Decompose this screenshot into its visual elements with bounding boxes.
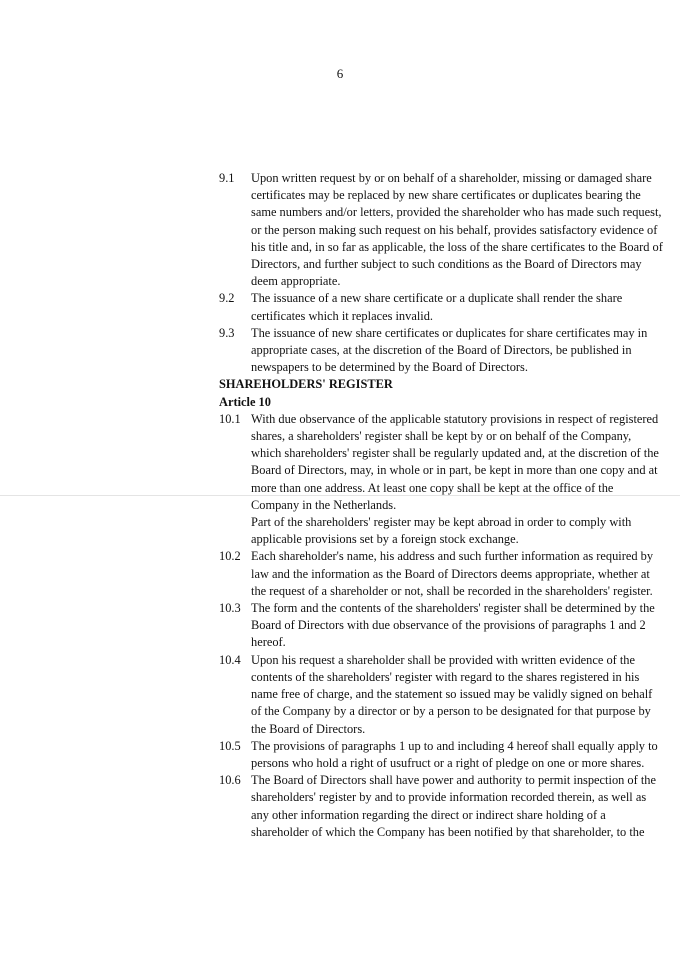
paragraph-9-3: [219, 325, 664, 377]
paragraph-text: The issuance of new share certificates or duplicates for share certificates may in appropriate cases, at the discretion of the Board of Directors, be published in newspapers to be determined by the Board of Directors.: [251, 325, 648, 375]
paragraph-text: Each shareholder's name, his address and such further information as required by law and the information as the Board of Directors deems appropriate, whether at the request of a shareholder or not, shall be recorded in the shareholders' register.: [251, 549, 654, 598]
paragraph-10-1: [219, 411, 664, 514]
paragraph-number: 9.3: [219, 325, 235, 340]
paragraph-text: The Board of Directors shall have power and authority to permit inspection of the shareholders' register by and to provide information recorded therein, as well as any other information regarding the direct or indirect share holding of a shareholder of which the Company has been notified by that shareholder, to the: [251, 773, 656, 839]
paragraph-10-4: [219, 652, 664, 738]
paragraph-9-2: [219, 290, 664, 324]
paragraph-number: 10.6: [219, 773, 241, 788]
paragraph-text: The issuance of a new share certificate or a duplicate shall render the share certificates which it replaces invalid.: [251, 291, 623, 323]
section-heading: SHAREHOLDERS' REGISTER: [219, 377, 393, 392]
paragraph-number: 10.2: [219, 549, 241, 564]
page-number: 6: [336, 66, 344, 81]
document-body: [219, 170, 664, 841]
paragraph-number: 9.2: [219, 291, 235, 306]
paragraph-text: Upon his request a shareholder shall be provided with written evidence of the contents of the shareholders' register with regard to the shares registered in his name free of charge, and the statement so issued may be validly signed on behalf of the Company by a director or by a person to be designated for that purpose by the Board of Directors.: [251, 652, 653, 736]
paragraph-number: 10.1: [219, 411, 241, 426]
paragraph-text: The form and the contents of the shareholders' register shall be determined by the Board of Directors with due observance of the provisions of paragraphs 1 and 2 hereof.: [251, 601, 655, 650]
paragraph-10-3: [219, 600, 664, 652]
article-heading: Article 10: [219, 394, 271, 409]
paragraph-number: 10.4: [219, 652, 241, 667]
paragraph-number: 10.3: [219, 601, 241, 616]
paragraph-10-1-continuation: Part of the shareholders' register may be kept abroad in order to comply with applicable provisions set by a foreign stock exchange.: [251, 515, 632, 547]
paragraph-number: 10.5: [219, 738, 241, 753]
paragraph-9-1: [219, 170, 664, 290]
paragraph-text: Upon written request by or on behalf of a shareholder, missing or damaged share certificates may be replaced by new share certificates or duplicates bearing the same numbers and/or letters, provided the shareholder who has made such request, or the person making such request on his behalf, provides satisfactory evidence of his title and, in so far as applicable, the loss of the share certificates to the Board of Directors, and further subject to such conditions as the Board of Directors may deem appropriate.: [251, 171, 663, 289]
paragraph-10-5: [219, 738, 664, 772]
paragraph-text: The provisions of paragraphs 1 up to and including 4 hereof shall equally apply to persons who hold a right of usufruct or a right of pledge on one or more shares.: [251, 738, 658, 770]
paragraph-10-6: [219, 772, 664, 841]
paragraph-10-2: [219, 548, 664, 600]
paragraph-text: With due observance of the applicable statutory provisions in respect of registered shares, a shareholders' register shall be kept by or on behalf of the Company, which shareholders' register shall be regularly updated and, at the discretion of the Board of Directors, may, in whole or in part, be kept in more than one copy and at more than one address. At least one copy shall be kept at the office of the Company in the Netherlands.: [251, 411, 659, 512]
paragraph-number: 9.1: [219, 171, 235, 185]
